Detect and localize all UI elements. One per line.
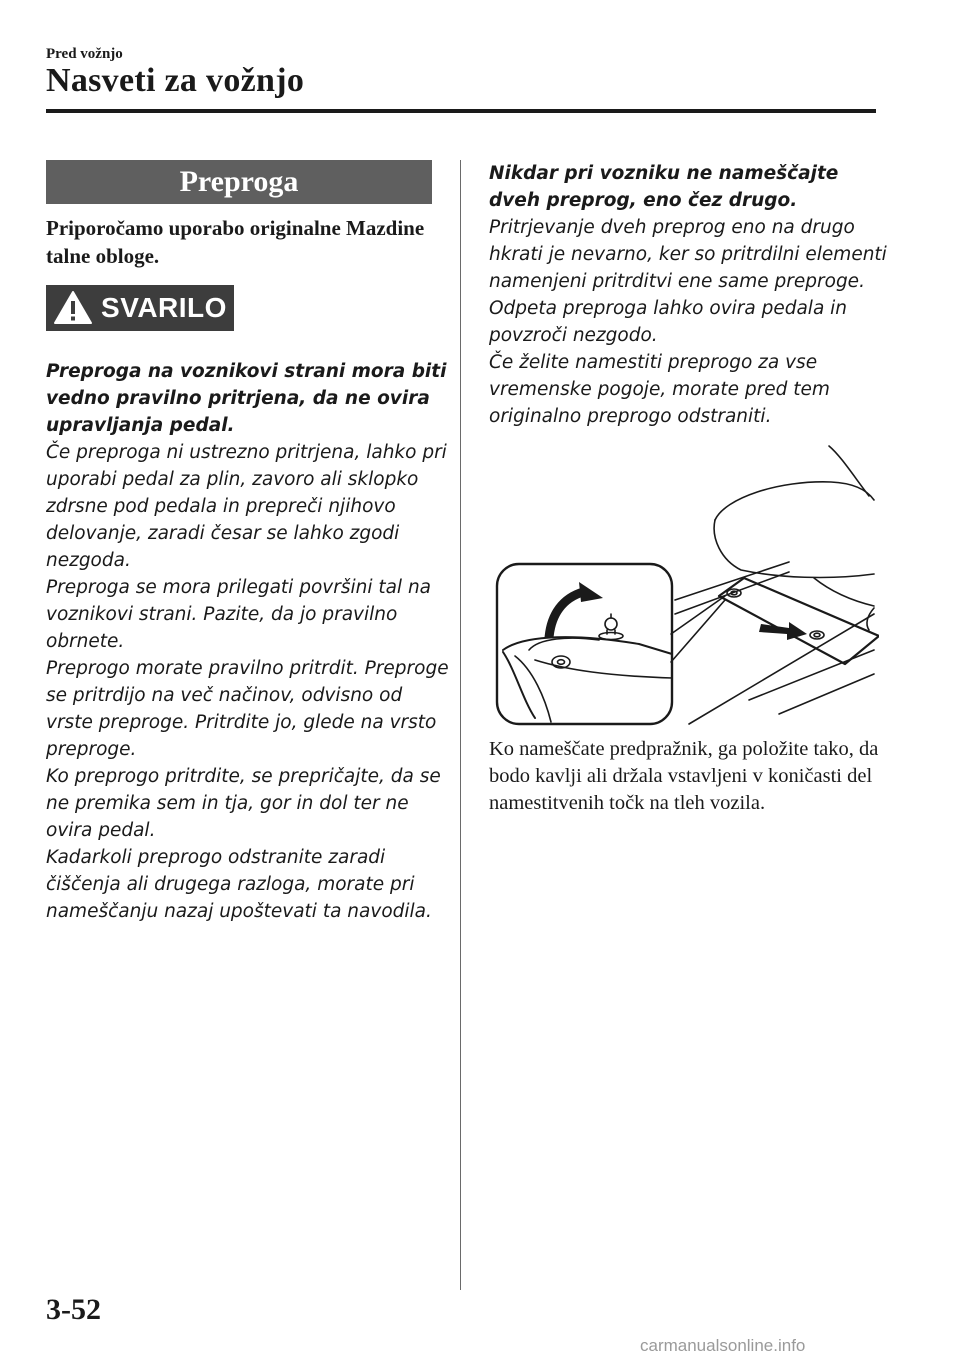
seat-back-outline (829, 446, 869, 496)
warning-right-paragraph: Pritrjevanje dveh preprog eno na drugo hkrati je nevarno, ker so pritrdilni elementi namenjeni pritrditvi ene same preproge. Odpeta preproga lahko ovira pedala in povzroči nezgodo. (489, 217, 887, 346)
warning-triangle-icon (53, 290, 93, 326)
seat-cushion-top (715, 482, 874, 520)
intro-text: Priporočamo uporabo originalne Mazdine talne obloge. (46, 216, 425, 268)
figure-caption: Ko nameščate predpražnik, ga položite tako, da bodo kavlji ali držala vstavljeni v koničasti del namestitvenih točk na tleh vozila. (489, 738, 879, 814)
rotate-arrow-icon (549, 592, 583, 638)
warning-right-column (489, 160, 889, 430)
direction-arrow-icon (759, 622, 807, 640)
column-divider (460, 160, 461, 1290)
section-label: Pred vožnjo (46, 46, 123, 62)
floor-mat-outline (719, 578, 879, 664)
floor-mat-illustration (489, 438, 879, 728)
page-number: 3-52 (46, 1293, 101, 1326)
title-rule (46, 109, 876, 113)
warning-left-paragraph: Preproga se mora prilegati površini tal na voznikovi strani. Pazite, da jo pravilno obrnete. (46, 577, 432, 652)
warning-right-heading: Nikdar pri vozniku ne nameščajte dveh preprog, eno čez drugo. (489, 163, 839, 211)
watermark: carmanualsonline.info (640, 1336, 806, 1355)
warning-label: SVARILO (101, 292, 227, 323)
seat-cushion-front (714, 520, 874, 577)
warning-left-heading: Preproga na voznikovi strani mora biti vedno pravilno pritrjena, da ne ovira upravljanja pedal. (46, 361, 447, 436)
warning-left-paragraph: Preprogo morate pravilno pritrdit. Preproge se pritrdijo na več načinov, odvisno od vrste preproge. Pritrdite jo, glede na vrsto preproge. (46, 658, 449, 760)
page-title: Nasveti za vožnjo (46, 62, 305, 99)
warning-left-paragraph: Če preproga ni ustrezno pritrjena, lahko pri uporabi pedal za plin, zavoro ali sklopko zdrsne pod pedala in prepreči njihovo delovanje, zaradi česar se lahko zgodi nezgoda. (46, 442, 447, 571)
warning-badge (46, 285, 234, 331)
warning-left-paragraph: Ko preprogo pritrdite, se prepričajte, da se ne premika sem in tja, gor in dol ter ne ovira pedal. (46, 766, 441, 841)
warning-left-column (46, 358, 454, 925)
warning-left-paragraph: Kadarkoli preprogo odstranite zaradi čiščenja ali drugega razloga, morate pri nameščanju nazaj upoštevati ta navodila. (46, 847, 432, 922)
section-banner: Preproga (46, 160, 432, 204)
warning-right-paragraph: Če želite namestiti preprogo za vse vremenske pogoje, morate pred tem originalno preprogo odstraniti. (489, 352, 830, 427)
